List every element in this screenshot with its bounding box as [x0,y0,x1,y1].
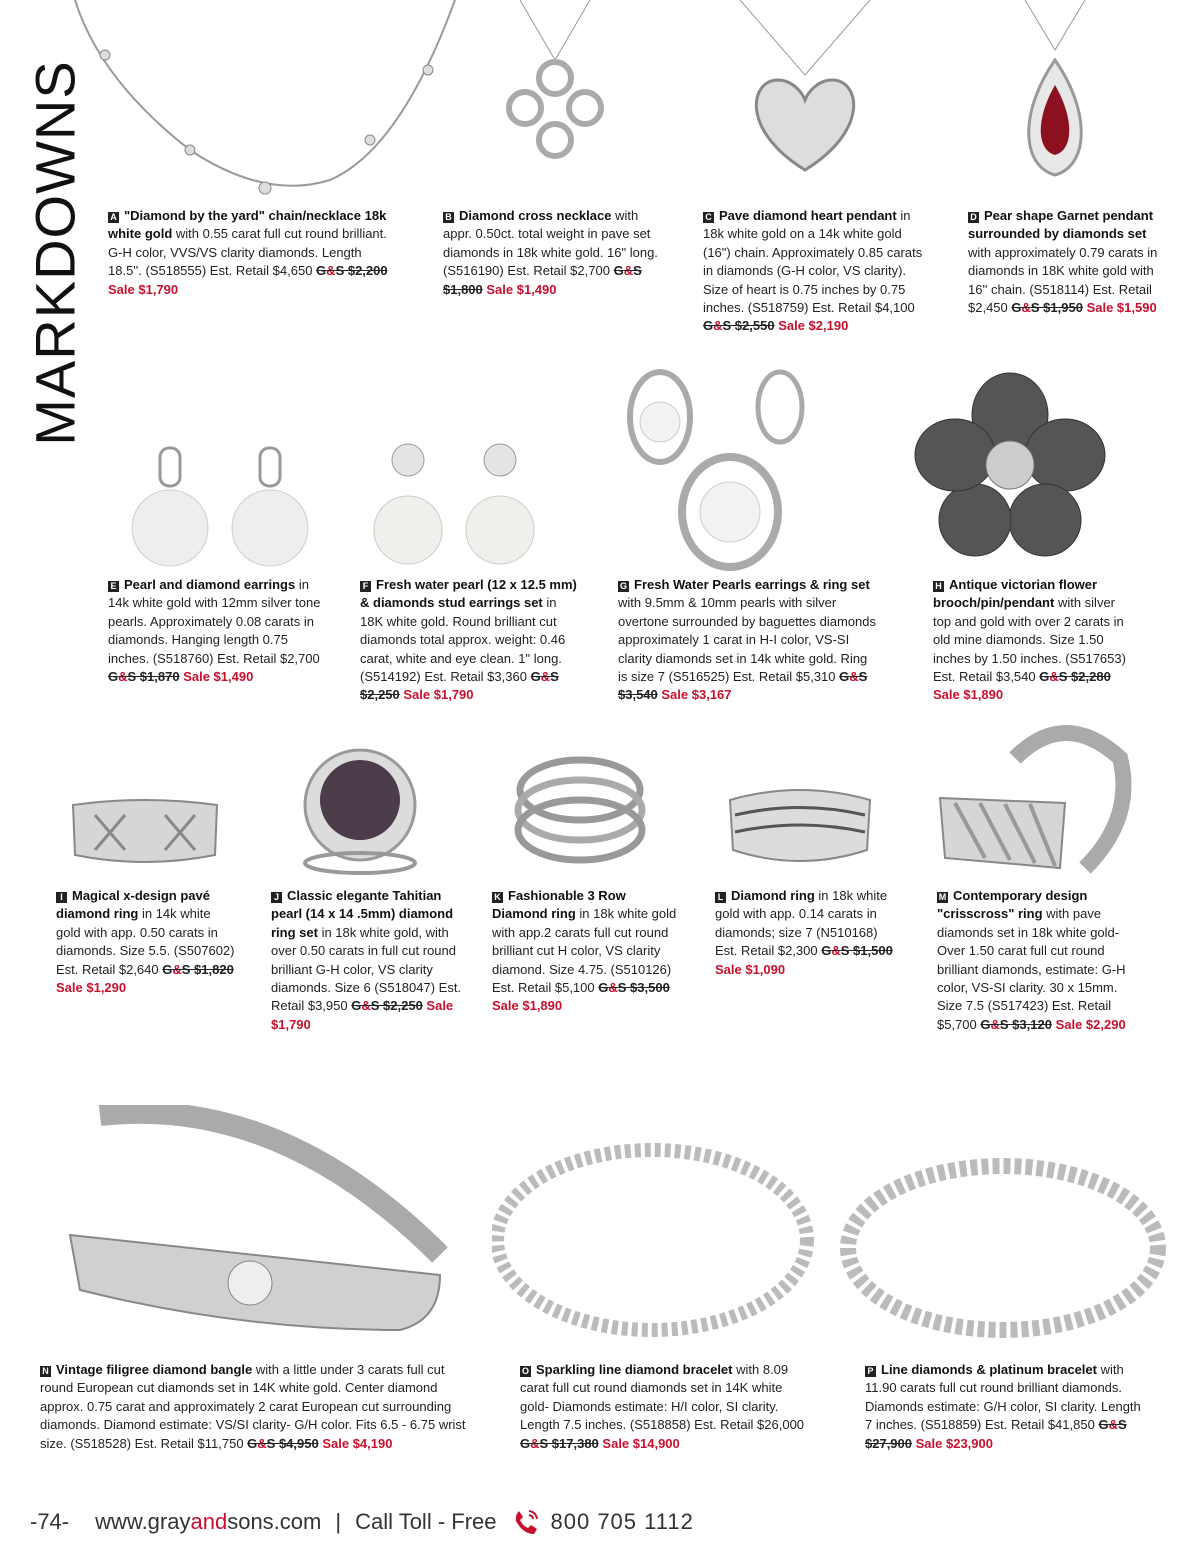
item-m: M Contemporary design "crisscross" ring with pave diamonds set in 18k white gold- Over 1.50 carat full cut round brilliant diamonds, estimate: G-H color, VS-SI clarity. 30 x 15mm. Size 7.5 (S517423) Est. Retail $5,700 G&S $3,120 Sale $2,290 [937,888,1126,1032]
line-bracelet-image [492,1130,817,1340]
item-d: D Pear shape Garnet pendant surrounded by diamonds set with approximately 0.79 carats in diamonds in 18K white gold with 16'' chain. (S518114) Est. Retail $2,450 G&S $1,950 Sale $1,590 [968,208,1158,316]
item-a: A "Diamond by the yard" chain/necklace 18k white gold with 0.55 carat full cut round brilliant. G-H color, VVS/VS clarity diamonds. Length 18.5''. (S518555) Est. Retail $4,650 G&S $2,200 Sale $1,790 [108,208,388,297]
flower-brooch-image [910,370,1110,560]
diamond-band-ring-image [725,780,875,875]
page-footer [30,1505,694,1539]
item-e: E Pearl and diamond earrings in 14k white gold with 12mm silver tone pearls. Approximately 0.08 carats in diamonds. Hanging length 0.75 inches. (S518760) Est. Retail $2,700 G&S $1,870 Sale $1,490 [108,577,321,685]
garnet-pendant-image [1005,0,1105,185]
item-o: O Sparkling line diamond bracelet with 8.09 carat full cut round diamonds set in 14K white gold- Diamonds estimate: H/I color, SI clarity. Length 7.5 inches. (S518858) Est. Retail $26,000 G&S $17,380 Sale $14,900 [520,1362,805,1451]
tahitian-pearl-ring-image [285,745,435,875]
item-h: H Antique victorian flower brooch/pin/pendant with silver top and gold with over 2 carats in old mine diamonds. Size 1.50 inches by 1.50 inches. (S517653) Est. Retail $3,540 G&S $2,280 Sale $1,890 [933,577,1126,703]
item-k: K Fashionable 3 Row Diamond ring in 18k white gold with app.2 carats full cut round brilliant cut H color, VS clarity diamond. Size 4.75. (S510126) Est. Retail $5,100 G&S $3,500 Sale $1,890 [492,888,677,1014]
item-b: B Diamond cross necklace with appr. 0.50ct. total weight in pave set diamonds in 18k white gold. 16" long. (S516190) Est. Retail $2,700 G&S $1,800 Sale $1,490 [443,208,658,297]
item-g: G Fresh Water Pearls earrings & ring set with 9.5mm & 10mm pearls with silver overtone surrounded by baguettes diamonds approximately 1 carat in H-I color, VS-SI clarity diamonds set in 14k white gold. Ring is size 7 (S516525) Est. Retail $5,310 G&S $3,540 Sale $3,167 [618,577,877,703]
three-row-ring-image [505,745,655,875]
item-c: C Pave diamond heart pendant in 18k white gold on a 14k white gold (16") chain. Approximately 0.85 carats in diamonds (G-H color, VS clarity). Size of heart is 0.75 inches by 0.75 inches. (S518759) Est. Retail $4,100 G&S $2,550 Sale $2,190 [703,208,923,334]
phone-number[interactable]: 800 705 1112 [550,1509,694,1534]
page-number: -74- [30,1509,70,1534]
pearl-earrings-image [130,440,320,570]
item-f: F Fresh water pearl (12 x 12.5 mm) & diamonds stud earrings set in 18K white gold. Round brilliant cut diamonds total approx. weight: 0.46 carat, white and eye clean. 1" long. (S514192) Est. Retail $3,360 G&S $2,250 Sale $1,790 [360,577,577,703]
footer-separator: | [335,1509,342,1534]
item-p: P Line diamonds & platinum bracelet with 11.90 carats full cut round brilliant diamonds. Diamonds estimate: G/H color, SI clarity. Length 7 inches. (S518859) Est. Retail $41,850 G&S $27,900 Sale $23,900 [865,1362,1141,1451]
cross-necklace-image [490,0,620,180]
item-i: I Magical x-design pavé diamond ring in 14k white gold with app. 0.50 carats in diamonds. Size 5.5. (S507602) Est. Retail $2,640 G&S $1,820 Sale $1,290 [56,888,235,996]
heart-pendant-image [730,0,880,180]
call-label: Call Toll - Free [355,1509,497,1534]
item-n: N Vintage filigree diamond bangle with a little under 3 carats full cut round European cut diamonds set in 14K white gold. Center diamond approx. 0.75 carat and approximately 2 carat European cut surrounding diamonds. Diamond estimate: VS/SI clarity- G/H color. Fits 6.5 - 6.75 wrist size. (S518528) Est. Retail $11,750 G&S $4,950 Sale $4,190 [40,1362,466,1451]
item-j: J Classic elegante Tahitian pearl (14 x 14 .5mm) diamond ring set in 18k white gold, with over 0.50 carats in full cut round brilliant G-H color, VS clarity diamonds. Size 6 (S518047) Est. Retail $3,950 G&S $2,250 Sale $1,790 [271,888,462,1032]
section-title: MARKDOWNS [23,60,87,446]
filigree-bangle-image [40,1105,450,1335]
item-l: L Diamond ring in 18k white gold with app. 0.14 carats in diamonds; size 7 (N510168) Est. Retail $2,300 G&S $1,500 Sale $1,090 [715,888,893,977]
crisscross-ring-image [935,718,1135,878]
phone-icon [511,1507,541,1537]
stud-earrings-image [370,430,550,570]
x-design-ring-image [65,795,225,875]
platinum-bracelet-image [838,1148,1168,1348]
website-link[interactable]: www.grayandsons.com [95,1509,322,1534]
necklace-chain-image [70,0,460,200]
pearl-ring-set-image [620,362,840,572]
